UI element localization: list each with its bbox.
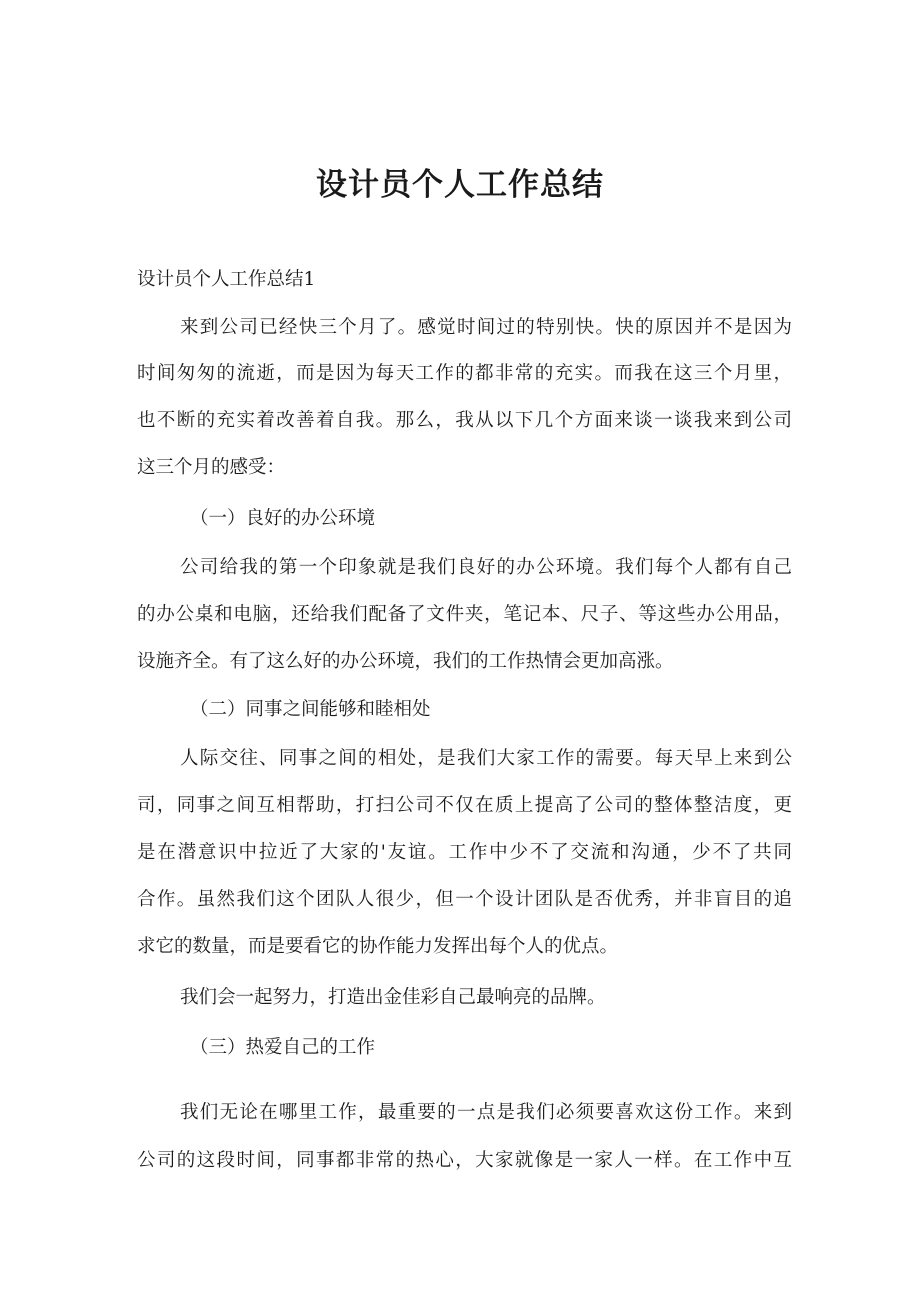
paragraph-line: 设施齐全。有了这么好的办公环境，我们的工作热情会更加高涨。 bbox=[137, 651, 674, 672]
section-subtitle: 设计员个人工作总结1 bbox=[137, 269, 316, 290]
paragraph-line: 这三个月的感受： bbox=[137, 457, 286, 478]
paragraph-line: 公司给我的第一个印象就是我们良好的办公环境。我们每个人都有自己 bbox=[180, 557, 792, 578]
paragraph-line: 公司的这段时间，同事都非常的热心，大家就像是一家人一样。在工作中互 bbox=[137, 1150, 792, 1171]
paragraph-line: 也不断的充实着改善着自我。那么，我从以下几个方面来谈一谈我来到公司 bbox=[137, 410, 792, 431]
section-heading: （一）良好的办公环境 bbox=[190, 508, 376, 529]
section-heading: （二）同事之间能够和睦相处 bbox=[190, 699, 431, 720]
paragraph-line: 我们会一起努力，打造出金佳彩自己最响亮的品牌。 bbox=[180, 987, 606, 1008]
document-title: 设计员个人工作总结 bbox=[316, 167, 604, 203]
paragraph-line: 是在潜意识中拉近了大家的'友谊。工作中少不了交流和沟通，少不了共同 bbox=[137, 842, 792, 863]
paragraph-line: 的办公桌和电脑，还给我们配备了文件夹，笔记本、尺子、等这些办公用品， bbox=[137, 604, 792, 625]
paragraph-line: 求它的数量，而是要看它的协作能力发挥出每个人的优点。 bbox=[137, 936, 619, 957]
paragraph-line: 时间匆匆的流逝，而是因为每天工作的都非常的充实。而我在这三个月里， bbox=[137, 363, 792, 384]
paragraph-line: 人际交往、同事之间的相处，是我们大家工作的需要。每天早上来到公 bbox=[180, 748, 792, 769]
paragraph-line: 来到公司已经快三个月了。感觉时间过的特别快。快的原因并不是因为 bbox=[180, 317, 792, 338]
paragraph-line: 司，同事之间互相帮助，打扫公司不仅在质上提高了公司的整体整洁度，更 bbox=[137, 795, 792, 816]
section-heading: （三）热爱自己的工作 bbox=[190, 1037, 376, 1058]
paragraph-line: 合作。虽然我们这个团队人很少，但一个设计团队是否优秀，并非盲目的追 bbox=[137, 889, 792, 910]
paragraph-line: 我们无论在哪里工作，最重要的一点是我们必须要喜欢这份工作。来到 bbox=[180, 1102, 792, 1123]
